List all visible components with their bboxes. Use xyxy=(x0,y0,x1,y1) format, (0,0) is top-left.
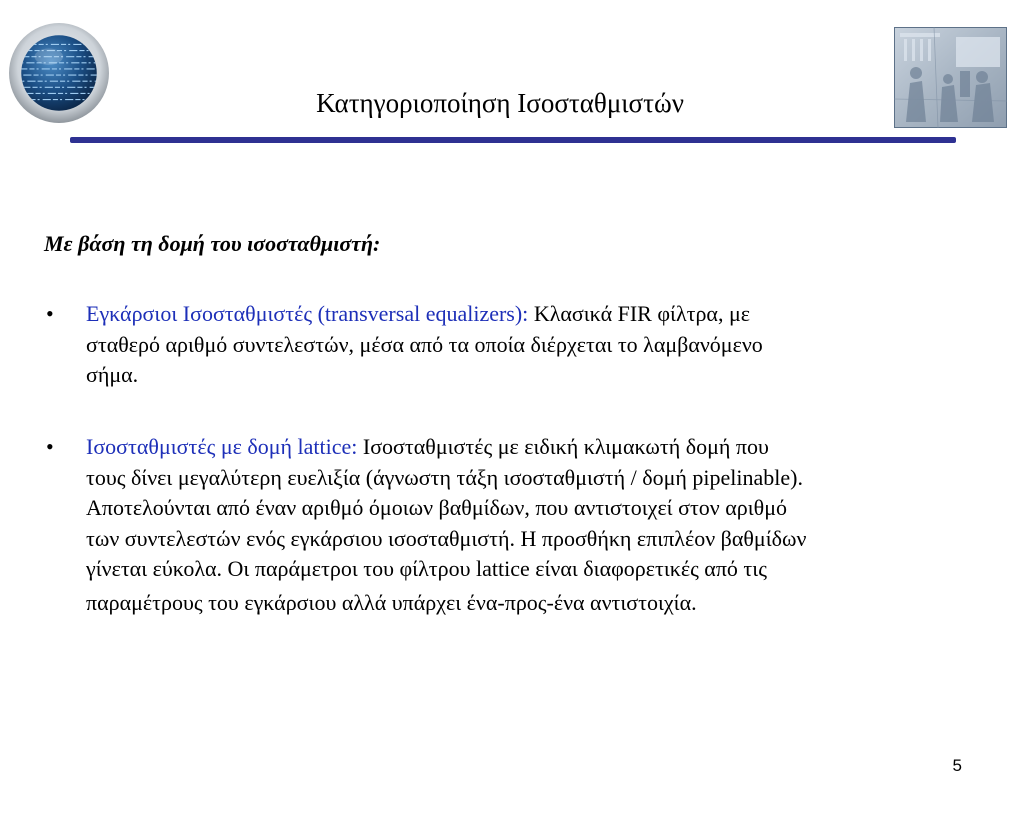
description-text: Ισοσταθμιστές με ειδική κλιμακωτή δομή που xyxy=(357,434,769,459)
term-label: Εγκάρσιοι Ισοσταθμιστές (transversal equalizers): xyxy=(86,301,529,326)
bullet-marker-icon: • xyxy=(46,301,54,326)
description-text: Κλασικά FIR φίλτρα, με xyxy=(528,301,750,326)
bullet-line: σταθερό αριθμό συντελεστών, μέσα από τα οποία διέρχεται το λαμβανόμενο xyxy=(86,331,763,357)
bullet-line: σήμα. xyxy=(86,362,139,387)
page-title: Κατηγοριοποίηση Ισοσταθμιστών xyxy=(316,88,684,118)
page-number: 5 xyxy=(952,756,962,775)
bullet-line: των συντελεστών ενός εγκάρσιου ισοσταθμιστή. Η προσθήκη επιπλέον βαθμίδων xyxy=(86,525,807,551)
bullet-marker-icon: • xyxy=(46,434,54,459)
bullet-line xyxy=(86,432,991,463)
bullet-line: γίνεται εύκολα. Οι παράμετροι του φίλτρου lattice είναι διαφορετικές από τις xyxy=(86,556,767,581)
bullet-item-transversal xyxy=(86,299,991,391)
bullet-line: Αποτελούνται από έναν αριθμό όμοιων βαθμίδων, που αντιστοιχεί στον αριθμό xyxy=(86,495,788,520)
bullet-line xyxy=(86,299,991,330)
section-heading: Με βάση τη δομή του ισοσταθμιστή: xyxy=(44,231,381,256)
bullet-line: παραμέτρους του εγκάρσιου αλλά υπάρχει ένα-προς-ένα αντιστοιχία. xyxy=(86,589,697,615)
term-label: Ισοσταθμιστές με δομή lattice: xyxy=(86,434,358,459)
bullet-item-lattice xyxy=(86,432,991,618)
title-divider xyxy=(70,137,956,143)
bullet-line: τους δίνει μεγαλύτερη ευελιξία (άγνωστη τάξη ισοσταθμιστή / δομή pipelinable). xyxy=(86,464,803,490)
